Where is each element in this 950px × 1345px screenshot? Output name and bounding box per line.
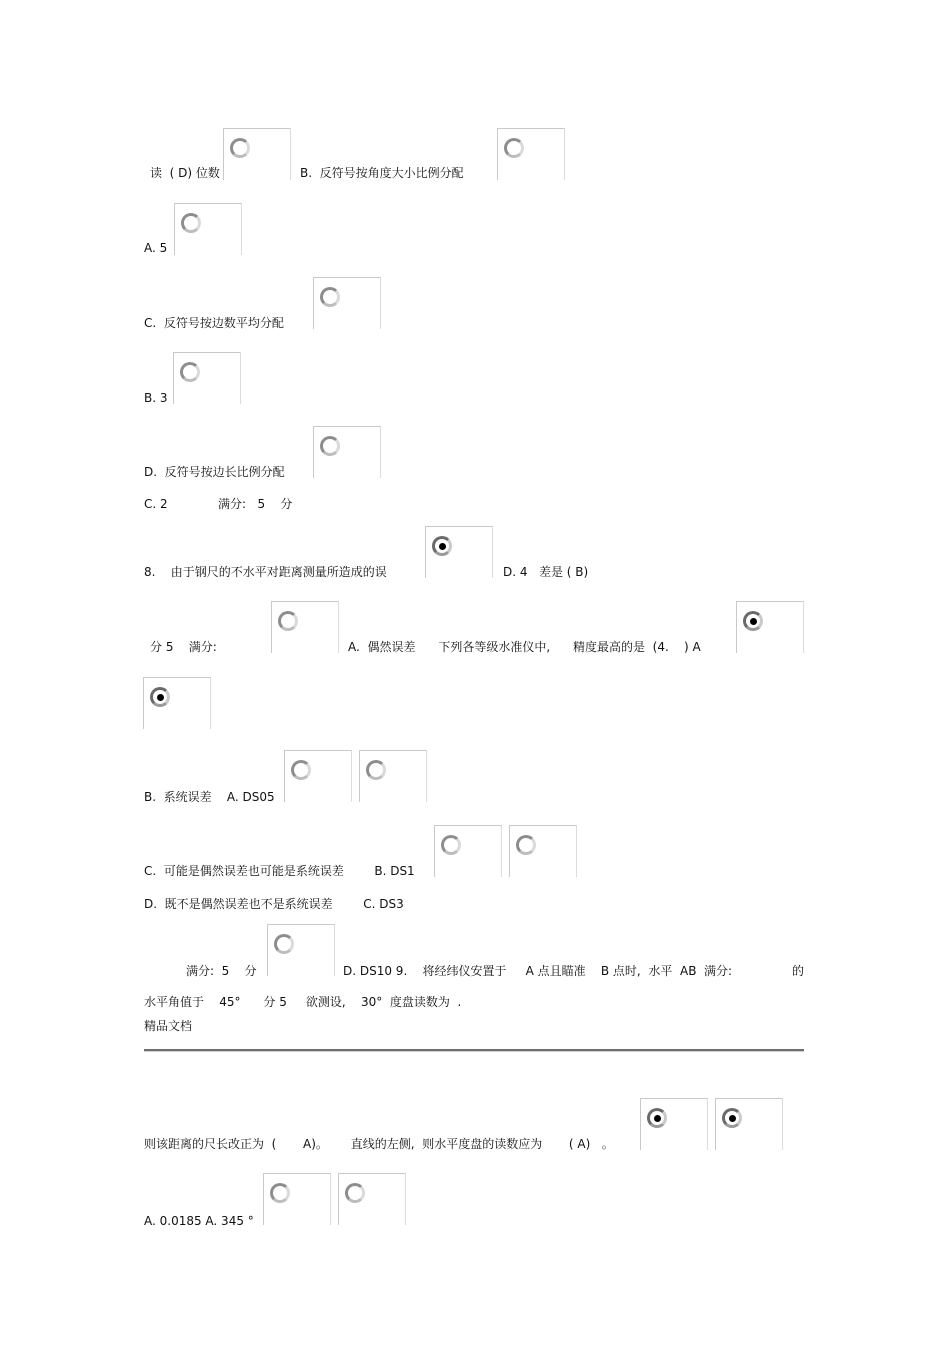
option-label: B. 3 bbox=[144, 391, 168, 405]
radio-circle-icon bbox=[270, 1183, 290, 1203]
text-line: 读 ( D) 位数 bbox=[150, 166, 220, 180]
text-line: B. 系统误差 A. DS05 bbox=[144, 790, 275, 804]
text-line: D. 4 差是 ( B) bbox=[503, 565, 589, 579]
radio-circle-icon bbox=[291, 760, 311, 780]
option-label: A. 0.0185 A. 345 ° bbox=[144, 1214, 254, 1228]
radio-button[interactable] bbox=[223, 128, 291, 180]
radio-button[interactable] bbox=[173, 352, 241, 404]
radio-button[interactable] bbox=[267, 924, 335, 976]
text-line: D. 既不是偶然误差也不是系统误差 C. DS3 bbox=[144, 897, 404, 911]
radio-button[interactable] bbox=[174, 203, 242, 255]
score-text: 满分: 5 分 bbox=[218, 497, 293, 511]
radio-button-selected[interactable] bbox=[715, 1098, 783, 1150]
radio-button[interactable] bbox=[497, 128, 565, 180]
option-label: C. 反符号按边数平均分配 bbox=[144, 316, 284, 330]
radio-circle-icon bbox=[504, 138, 524, 158]
radio-circle-icon bbox=[278, 611, 298, 631]
text-line: 水平角值于 45° 分 5 欲测设, 30° 度盘读数为 . bbox=[144, 995, 462, 1009]
radio-button[interactable] bbox=[313, 426, 381, 478]
footer-watermark: 精品文档 bbox=[144, 1019, 193, 1033]
radio-dot-icon bbox=[654, 1115, 661, 1122]
radio-button[interactable] bbox=[271, 601, 339, 653]
radio-button[interactable] bbox=[338, 1173, 406, 1225]
radio-button-selected[interactable] bbox=[425, 526, 493, 578]
radio-button[interactable] bbox=[284, 750, 352, 802]
option-label: B. 反符号按角度大小比例分配 bbox=[300, 166, 464, 180]
radio-button[interactable] bbox=[359, 750, 427, 802]
radio-circle-icon bbox=[320, 436, 340, 456]
radio-dot-icon bbox=[729, 1115, 736, 1122]
radio-button[interactable] bbox=[509, 825, 577, 877]
score-text: 分 5 满分: bbox=[150, 640, 217, 654]
option-label: C. 2 bbox=[144, 497, 168, 511]
text-line: 则该距离的尺长改正为 ( A)。 直线的左侧, 则水平度盘的读数应为 ( A) 。 bbox=[144, 1137, 614, 1151]
text-line: A. 偶然误差 下列各等级水准仪中, 精度最高的是 (4. ) A bbox=[348, 640, 701, 654]
page-divider bbox=[144, 1049, 804, 1052]
radio-circle-icon bbox=[516, 835, 536, 855]
radio-circle-icon bbox=[274, 934, 294, 954]
text-line: C. 可能是偶然误差也可能是系统误差 B. DS1 bbox=[144, 864, 415, 878]
radio-dot-icon bbox=[439, 543, 446, 550]
radio-circle-icon bbox=[345, 1183, 365, 1203]
radio-button-selected[interactable] bbox=[736, 601, 804, 653]
radio-dot-icon bbox=[157, 694, 164, 701]
radio-button[interactable] bbox=[263, 1173, 331, 1225]
radio-circle-icon bbox=[366, 760, 386, 780]
text-line: D. DS10 9. 将经纬仪安置于 A 点且瞄准 B 点时, 水平 AB 满分: bbox=[343, 964, 733, 978]
radio-circle-icon bbox=[441, 835, 461, 855]
question-text: 8. 由于钢尺的不水平对距离测量所造成的误 bbox=[144, 565, 387, 579]
option-label: A. 5 bbox=[144, 241, 168, 255]
text-line: 的 bbox=[792, 964, 805, 978]
radio-button-selected[interactable] bbox=[640, 1098, 708, 1150]
radio-button[interactable] bbox=[313, 277, 381, 329]
radio-circle-icon bbox=[180, 362, 200, 382]
option-label: D. 反符号按边长比例分配 bbox=[144, 465, 285, 479]
radio-button-selected[interactable] bbox=[143, 677, 211, 729]
radio-circle-icon bbox=[320, 287, 340, 307]
radio-dot-icon bbox=[750, 618, 757, 625]
radio-circle-icon bbox=[230, 138, 250, 158]
radio-circle-icon bbox=[181, 213, 201, 233]
score-text: 满分: 5 分 bbox=[186, 964, 257, 978]
radio-button[interactable] bbox=[434, 825, 502, 877]
